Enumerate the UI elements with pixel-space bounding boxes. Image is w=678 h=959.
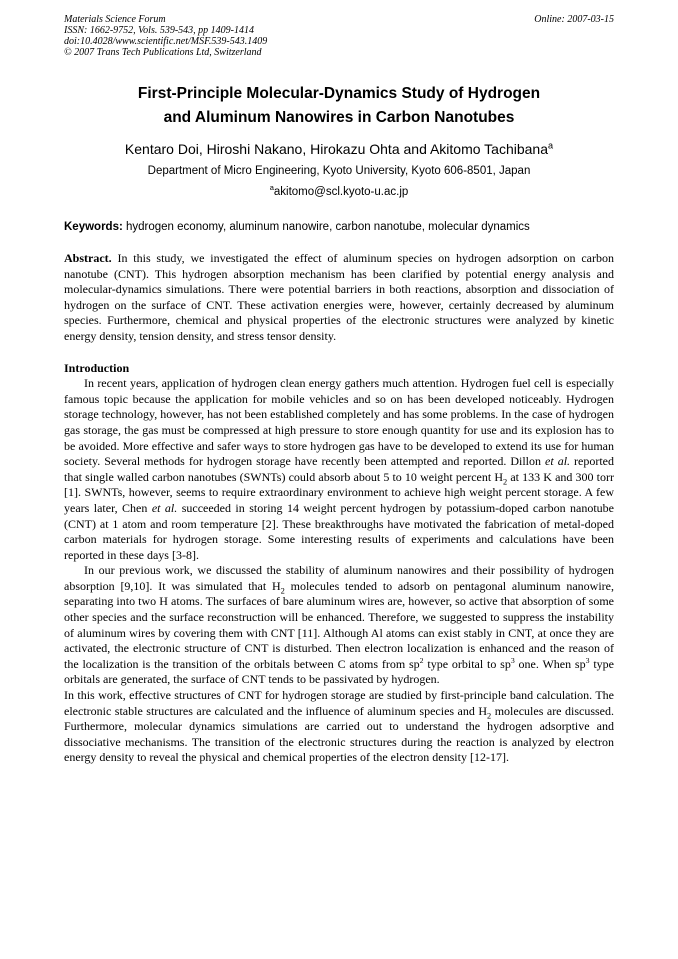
text-run: molecules are discussed. Furthermore, molecular dynamics simulations are carried out to understand the hydrogen adsorptive and dissociative mechanisms. The transition of the electronic structures during the reaction is analyzed by electron energy density to reveal the physical and chemical properties of the electron density [12-17]. xyxy=(64,703,614,765)
author-superscript: a xyxy=(548,140,554,151)
text-run: reported that single walled carbon nanotubes (SWNTs) could absorb about 5 to 10 weight percent H xyxy=(64,454,615,484)
italic-run: et al. xyxy=(545,454,571,469)
affiliation: Department of Micro Engineering, Kyoto University, Kyoto 606-8501, Japan xyxy=(147,165,531,177)
superscript: 3 xyxy=(510,655,515,665)
intro-paragraph-3 xyxy=(64,688,614,766)
superscript: 3 xyxy=(585,655,590,665)
paper-title xyxy=(64,82,614,130)
contact-email xyxy=(64,185,614,200)
text-run: molecules tended to adsorb on pentagonal aluminum nanowire, separating into two H atoms. The surfaces of bare aluminum wires are, however, so active that absorption of some other species and the surface reconstruction will be enhanced. Therefore, we suggested to suppress the instability of aluminum wires by covering them with CNT [11]. Although Al atoms can exist stably in CNT, at once they are activated, the electronic structure of CNT is disturbed. Then electron localization is enhanced and the reason of the localization is the transition of the orbitals between C atoms from sp xyxy=(64,578,615,671)
text-run: type orbitals are generated, the surface of CNT tends to be passivated by hydrogen. xyxy=(64,656,614,687)
abstract-label: Abstract. xyxy=(64,251,112,265)
email-superscript: a xyxy=(269,183,274,193)
keywords-label: Keywords: xyxy=(64,221,123,233)
journal-issn: ISSN: 1662-9752, Vols. 539-543, pp 1409-1414 xyxy=(64,25,254,36)
author-names: Kentaro Doi, Hiroshi Nakano, Hirokazu Ohta and Akitomo Tachibana xyxy=(124,141,549,157)
subscript: 2 xyxy=(487,711,492,721)
subscript: 2 xyxy=(503,477,508,487)
abstract xyxy=(64,251,614,345)
intro-paragraph-1 xyxy=(64,376,614,563)
section-heading-introduction: Introduction xyxy=(64,360,130,375)
subscript: 2 xyxy=(280,586,285,596)
text-run: In recent years, application of hydrogen clean energy gathers much attention. Hydrogen fuel cell is especially famous topic because the application for mobile vehicles and so on has been developed noticeably. Hydrogen storage technology, however, has not been established completely and has some problems. In the case of hydrogen gas storage, the gas must be compressed at high pressure to store enough quantity for use and its explosion has to be avoided. More effective and safer ways to store hydrogen gas have to be developed to extend its use for human society. Several methods for hydrogen storage have recently been attempted and reported. Dillon xyxy=(64,376,614,469)
keywords-text: hydrogen economy, aluminum nanowire, carbon nanotube, molecular dynamics xyxy=(126,221,530,233)
title-line-1: First-Principle Molecular-Dynamics Study of Hydrogen xyxy=(137,85,541,102)
journal-copyright: © 2007 Trans Tech Publications Ltd, Switzerland xyxy=(64,47,262,58)
keywords xyxy=(64,220,614,235)
text-run: at 133 K and 300 torr [1]. SWNTs, however, seems to require extraordinary environment to achieve high weight percent storage. A few years later, Chen xyxy=(64,469,614,515)
italic-run: et al. xyxy=(151,500,178,515)
journal-header xyxy=(64,14,614,58)
text-run: one. When sp xyxy=(514,656,586,671)
intro-paragraph-2 xyxy=(64,563,614,688)
author-list xyxy=(64,140,614,158)
text-run: type orbital to sp xyxy=(423,656,511,671)
text-run: succeeded in storing 14 weight percent hydrogen by potassium-doped carbon nanotube (CNT) at 1 atom and room temperature [2]. These breakthroughs have motivated the fabrication of metal-doped carbon materials for hydrogen storage. Some interesting results of experiments and calculations have been reported in these days [3-8]. xyxy=(64,500,614,562)
title-line-2: and Aluminum Nanowires in Carbon Nanotubes xyxy=(163,109,515,126)
abstract-text: In this study, we investigated the effect of aluminum species on hydrogen adsorption on carbon nanotube (CNT). This hydrogen absorption mechanism has been clarified by potential energy analysis and molecular-dynamics simulations. There were potential barriers in both reactions, absorption and dissociation of hydrogen on the surface of CNT. These activation energies were, however, certainly decreased by aluminum species. Furthermore, chemical and physical properties of the electronic structures were analyzed by kinetic energy density, tension density, and stress tensor density. xyxy=(64,251,614,343)
introduction-body xyxy=(64,376,614,766)
text-run: In our previous work, we discussed the stability of aluminum nanowires and their possibility of hydrogen absorption [9,10]. It was simulated that H xyxy=(64,563,614,593)
online-date: Online: 2007-03-15 xyxy=(534,14,614,25)
email-address: akitomo@scl.kyoto-u.ac.jp xyxy=(273,186,409,198)
text-run: In this work, effective structures of CNT for hydrogen storage are studied by first-principle band calculation. The electronic stable structures are calculated and the influence of aluminum species and H xyxy=(64,688,614,718)
journal-doi: doi:10.4028/www.scientific.net/MSF.539-543.1409 xyxy=(64,36,268,47)
superscript: 2 xyxy=(419,655,424,665)
journal-name: Materials Science Forum xyxy=(64,14,166,25)
